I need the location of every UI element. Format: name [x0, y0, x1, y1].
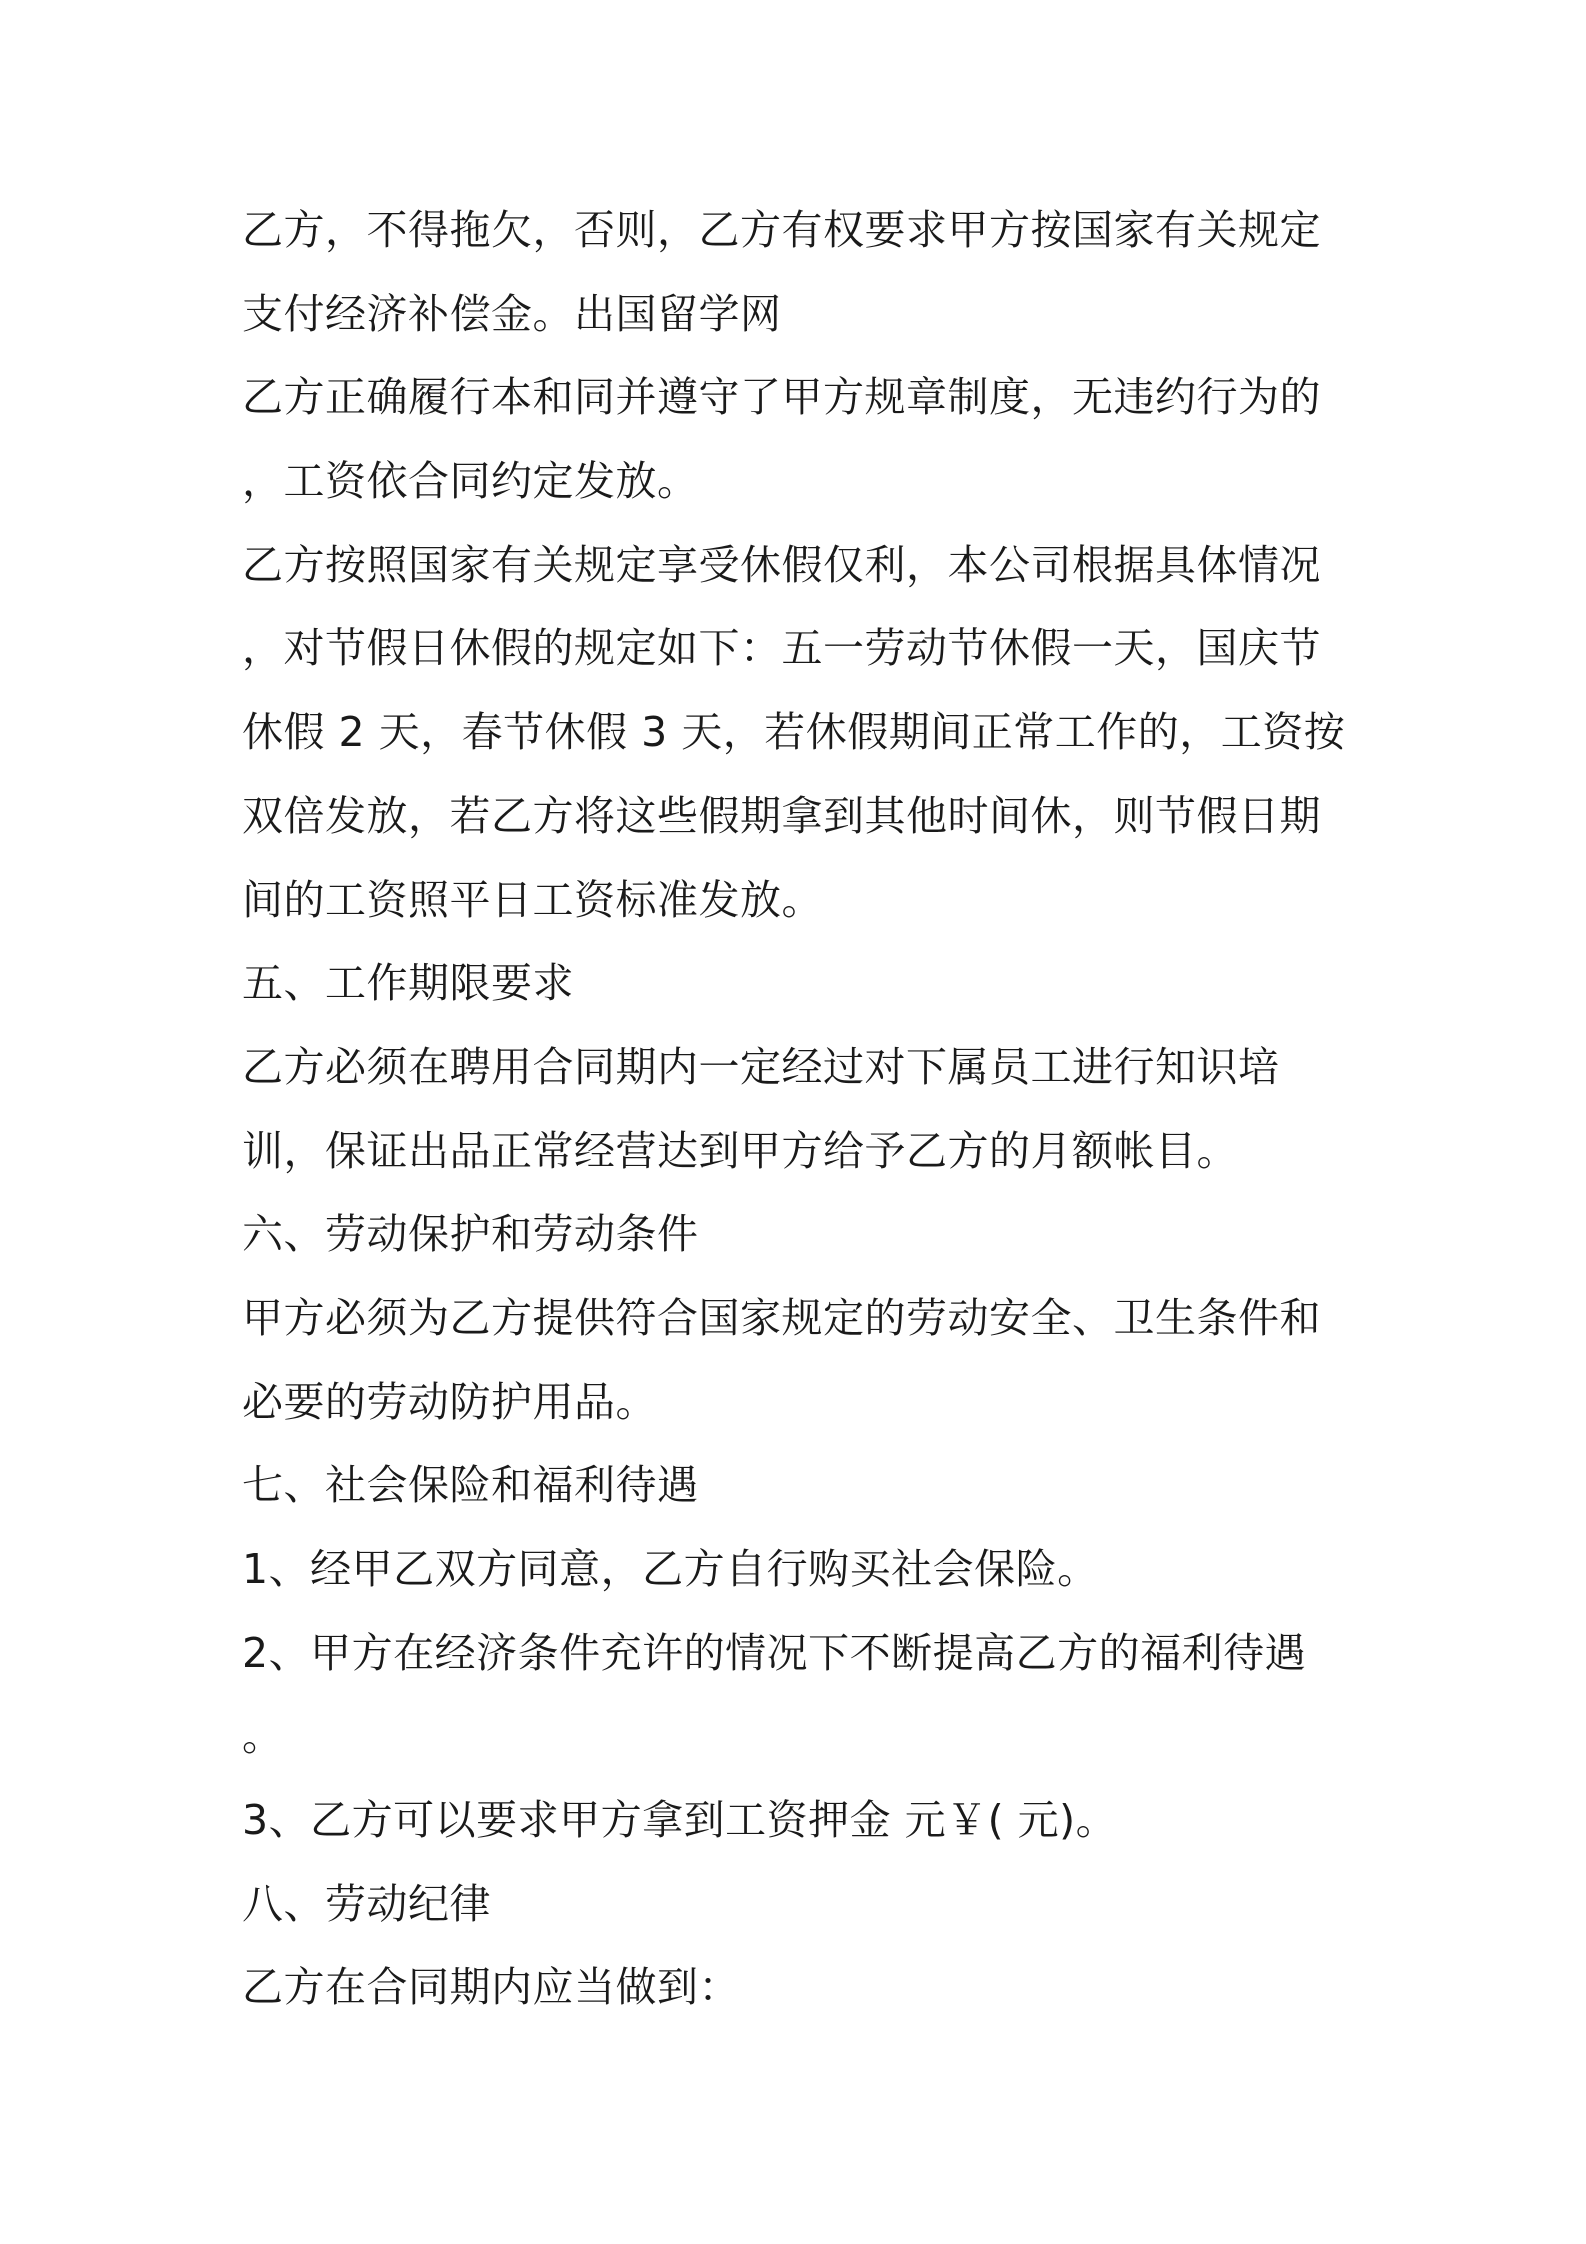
text-line: 休假 2 天，春节休假 3 天，若休假期间正常工作的，工资按	[242, 708, 1346, 757]
list-item: 2、甲方在经济条件充许的情况下不断提高乙方的福利待遇	[242, 1628, 1307, 1677]
text-line: 乙方按照国家有关规定享受休假仅利，本公司根据具体情况	[242, 540, 1321, 589]
document-body	[242, 189, 1372, 2030]
text-line: 双倍发放，若乙方将这些假期拿到其他时间休，则节假日期	[242, 791, 1321, 840]
text-line: ，工资依合同约定发放。	[242, 457, 699, 506]
text-line: 必要的劳动防护用品。	[242, 1377, 657, 1426]
text-line: 训，保证出品正常经营达到甲方给予乙方的月额帐目。	[242, 1126, 1238, 1175]
text-line: 甲方必须为乙方提供符合国家规定的劳动安全、卫生条件和	[242, 1293, 1321, 1342]
text-line: 乙方在合同期内应当做到：	[242, 1963, 740, 2012]
text-line: 乙方，不得拖欠，否则，乙方有权要求甲方按国家有关规定	[242, 206, 1321, 254]
text-line: 。	[242, 1712, 284, 1761]
section-heading: 八、劳动纪律	[242, 1879, 491, 1928]
section-heading: 七、社会保险和福利待遇	[242, 1461, 699, 1510]
section-heading: 五、工作期限要求	[242, 959, 574, 1008]
text-line: 支付经济补偿金。出国留学网	[242, 289, 782, 338]
text-line: ，对节假日休假的规定如下：五一劳动节休假一天，国庆节	[242, 624, 1321, 673]
section-heading: 六、劳动保护和劳动条件	[242, 1210, 699, 1259]
list-item: 1、经甲乙双方同意，乙方自行购买社会保险。	[242, 1545, 1099, 1593]
text-line: 间的工资照平日工资标准发放。	[242, 875, 823, 924]
text-line: 乙方正确履行本和同并遵守了甲方规章制度，无违约行为的	[242, 373, 1321, 422]
list-item: 3、乙方可以要求甲方拿到工资押金 元￥( 元)。	[242, 1796, 1118, 1845]
text-line: 乙方必须在聘用合同期内一定经过对下属员工进行知识培	[242, 1042, 1280, 1091]
